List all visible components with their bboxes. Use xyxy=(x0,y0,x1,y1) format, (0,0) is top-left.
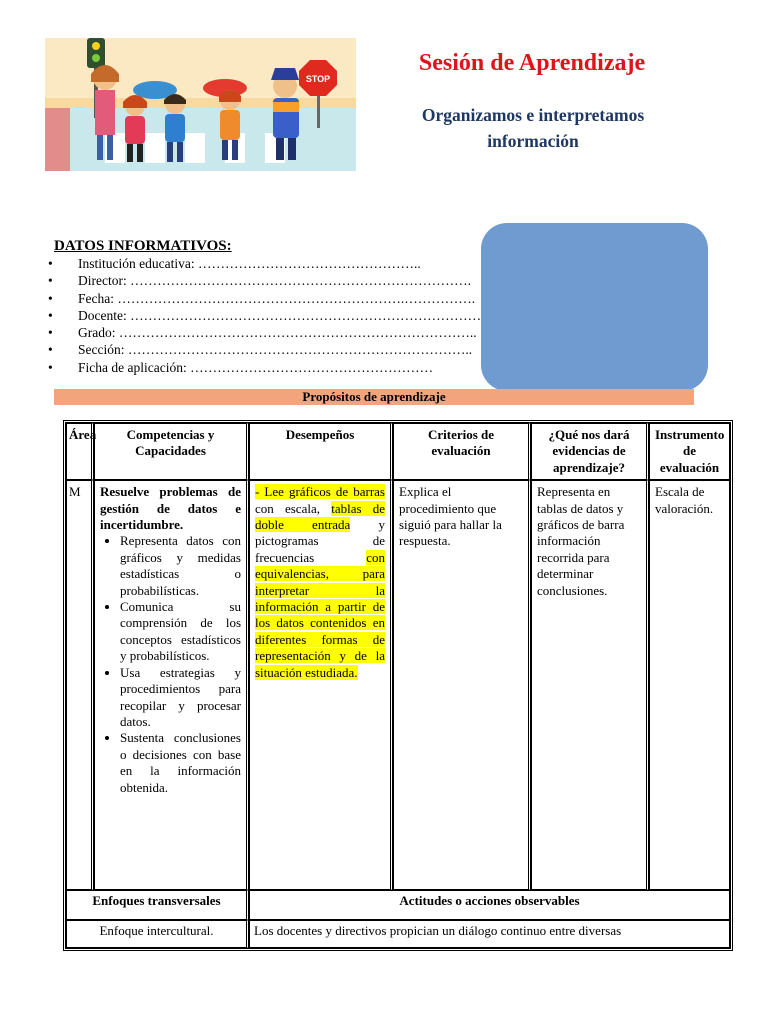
capacidad-item: • Comunica su comprensión de los conceptos estadísticos y probabilísticos. xyxy=(120,599,241,665)
blue-rounded-box xyxy=(481,223,708,391)
datos-item: • Director: …………………………………………………………………. xyxy=(48,273,471,289)
datos-item: • Docente: …………………………………………………………………… xyxy=(48,307,482,323)
enfoques-header-row xyxy=(66,890,730,920)
capacidad-item: • Representa datos con gráficos y medidas estadísticas o probabilísticas. xyxy=(120,533,241,599)
actitud-value: Los docentes y directivos propician un diálogo continuo entre diversas xyxy=(249,920,730,948)
competencia-text: Resuelve problemas de gestión de datos e incertidumbre. xyxy=(100,484,241,533)
header-competencias: Competencias y Capacidades xyxy=(94,423,249,480)
table-row xyxy=(66,480,730,890)
actitudes-header: Actitudes o acciones observables xyxy=(249,890,730,920)
desempeno-part: tablas de doble entrada xyxy=(255,500,386,533)
page-subtitle: Organizamos e interpretamos información xyxy=(421,105,645,151)
datos-item: • Institución educativa: ………………………………………….. xyxy=(48,256,421,271)
propositos-bar: Propósitos de aprendizaje xyxy=(54,389,694,405)
learning-table xyxy=(63,420,733,951)
header-evidencias: ¿Qué nos dará evidencias de aprendizaje? xyxy=(531,423,649,480)
desempeno-part: con escala, xyxy=(255,500,332,516)
enfoque-row xyxy=(66,920,730,948)
desempeno-part: con equivalencias, para interpretar la información a partir de los datos contenidos en diferentes formas de representación y de la situación estudiada. xyxy=(255,549,385,680)
area-cell: M xyxy=(66,480,94,890)
header-area: Área xyxy=(66,423,94,480)
datos-item: • Fecha: ……………………………………………………….……………. xyxy=(48,290,476,306)
datos-item: • Grado: …………………………………………………………………….. xyxy=(48,325,477,341)
evidencia-cell: Representa en tablas de datos y gráficos de barra información recorrida para determinar conclusiones. xyxy=(531,480,649,890)
competencias-cell xyxy=(94,480,249,890)
instrumento-cell: Escala de valoración. xyxy=(649,480,730,890)
header-illustration xyxy=(45,38,356,171)
datos-item: • Ficha de aplicación: ……………………………………………… xyxy=(48,359,434,375)
table-header-row xyxy=(66,423,730,480)
capacidad-item: • Sustenta conclusiones o decisiones con base en la información obtenida. xyxy=(120,730,241,796)
desempenos-cell xyxy=(249,480,393,890)
enfoque-value: Enfoque intercultural. xyxy=(66,920,249,948)
criterio-cell: Explica el procedimiento que siguió para hallar la respuesta. xyxy=(393,480,531,890)
capacidades-list xyxy=(100,533,241,796)
header-desempenos: Desempeños xyxy=(249,423,393,480)
datos-heading: DATOS INFORMATIVOS: xyxy=(54,238,232,254)
capacidad-item: • Usa estrategias y procedimientos para recopilar y procesar datos. xyxy=(120,665,241,731)
header-criterios: Criterios de evaluación xyxy=(393,423,531,480)
datos-list xyxy=(48,255,481,376)
header-instrumento: Instrumento de evaluación xyxy=(649,423,730,480)
stop-sign-label: STOP xyxy=(305,74,331,84)
page-title: Sesión de Aprendizaje xyxy=(418,50,646,76)
desempeno-part: y pictogramas de frecuencias xyxy=(255,517,385,565)
datos-item: • Sección: ………………………………………………………………….. xyxy=(48,342,473,358)
enfoques-header: Enfoques transversales xyxy=(66,890,249,920)
desempeno-part: - Lee gráficos de barras xyxy=(255,484,385,500)
